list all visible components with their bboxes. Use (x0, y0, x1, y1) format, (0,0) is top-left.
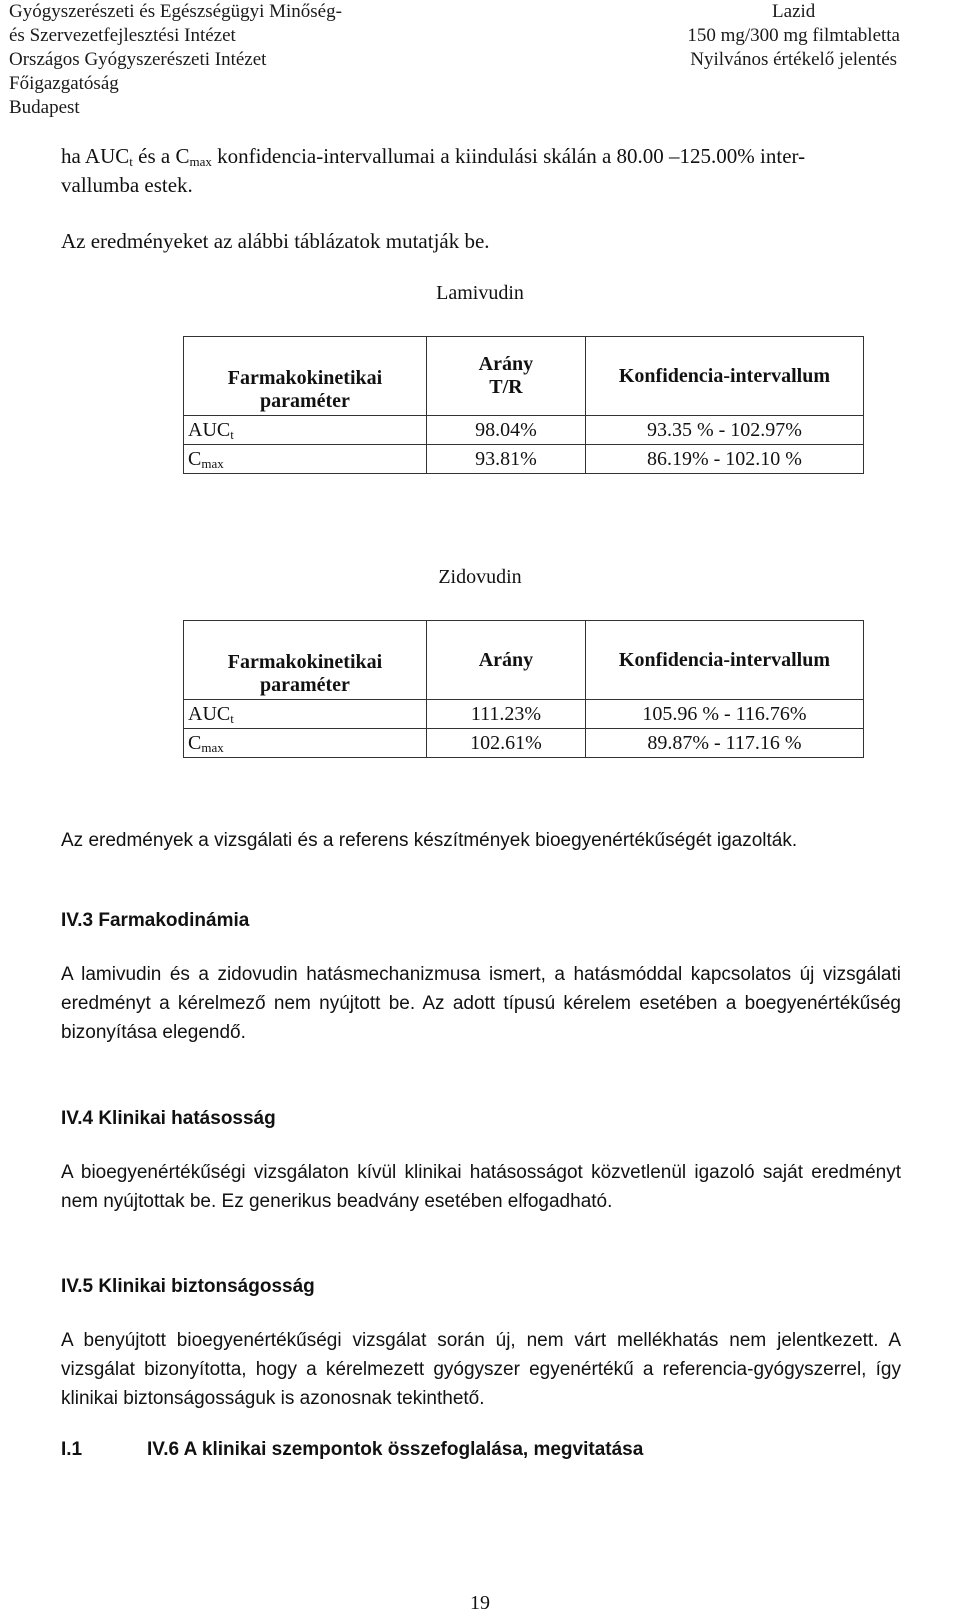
header-product-strength: 150 mg/300 mg filmtabletta (687, 25, 900, 46)
ci-cell: 105.96 % - 116.76% (585, 700, 863, 729)
param-subscript: max (201, 739, 224, 755)
header-institution-line: Budapest (9, 97, 80, 118)
header-product-name: Lazid (772, 1, 816, 22)
ratio-cell: 98.04% (426, 416, 585, 445)
intro-text: és a C (132, 144, 190, 168)
section-heading: IV.5 Klinikai biztonságosság (61, 1276, 315, 1297)
table-row (184, 416, 864, 445)
param-cell (184, 416, 427, 445)
ratio-cell: 93.81% (426, 445, 585, 474)
header-product (687, 0, 900, 72)
param-text: C (188, 447, 202, 470)
ci-cell: 89.87% - 117.16 % (585, 729, 863, 758)
column-header-text: Arány T/R (478, 353, 534, 398)
header-institution-line: Főigazgatóság (9, 73, 119, 94)
lamivudin-table (183, 336, 864, 474)
table-header-row (184, 621, 864, 700)
param-cell (184, 729, 427, 758)
param-text: AUC (188, 702, 231, 725)
param-subscript: t (230, 710, 234, 726)
page-number: 19 (470, 1592, 490, 1614)
section-heading: IV.4 Klinikai hatásosság (61, 1108, 276, 1129)
ratio-cell: 111.23% (426, 700, 585, 729)
intro-paragraph (61, 142, 901, 200)
ratio-cell: 102.61% (426, 729, 585, 758)
header-institution-line: és Szervezetfejlesztési Intézet (9, 25, 236, 46)
section-body: A lamivudin és a zidovudin hatásmechanizmusa ismert, a hatásmóddal kapcsolatos új vizsgálati eredményt a kérelmező nem nyújtott be. Az adott típusú kérelem esetében a boegyenértékűség bizonyítása elegendő. (61, 964, 901, 1043)
column-header: Arány (426, 621, 585, 700)
param-text: AUC (188, 418, 231, 441)
final-heading-number: I.1 (61, 1439, 83, 1460)
section-heading: IV.3 Farmakodinámia (61, 910, 250, 931)
table-row (184, 700, 864, 729)
param-cell (184, 445, 427, 474)
bioequivalence-conclusion: Az eredmények a vizsgálati és a referens készítmények bioegyenértékűségét igazolták. (61, 830, 798, 851)
subscript-max: max (189, 154, 212, 169)
zidovudin-table (183, 620, 864, 758)
section-body: A bioegyenértékűségi vizsgálaton kívül klinikai hatásosságot közvetlenül igazoló saját eredményt nem nyújtottak be. Ez generikus beadvány esetében elfogadható. (61, 1162, 901, 1212)
lamivudin-title: Lamivudin (436, 282, 524, 304)
intro-text: vallumba estek. (61, 173, 193, 197)
table-row (184, 729, 864, 758)
column-header: Farmakokinetikai paraméter (184, 337, 427, 416)
final-heading (61, 1435, 901, 1464)
intro-text: ha AUC (61, 144, 130, 168)
header-report-type: Nyilvános értékelő jelentés (690, 49, 898, 70)
header-institution-line: Országos Gyógyszerészeti Intézet (9, 49, 267, 70)
column-header (426, 337, 585, 416)
header-institution-line: Gyógyszerészeti és Egészségügyi Minőség- (9, 1, 342, 22)
table-row (184, 445, 864, 474)
final-heading-text: IV.6 A klinikai szempontok összefoglalása, megvitatása (147, 1439, 644, 1460)
subscript-t: t (129, 154, 133, 169)
tables-intro: Az eredményeket az alábbi táblázatok mutatják be. (61, 229, 490, 253)
ci-cell: 86.19% - 102.10 % (585, 445, 863, 474)
section-body: A benyújtott bioegyenértékűségi vizsgálat során új, nem várt mellékhatás nem jelentkezett. A vizsgálat bizonyította, hogy a kérelmezett gyógyszer egyenértékű a referencia-gyógyszerrel, így klinikai biztonságosságuk is azonosnak tekinthető. (61, 1330, 901, 1409)
ci-cell: 93.35 % - 102.97% (585, 416, 863, 445)
param-text: C (188, 731, 202, 754)
table-header-row (184, 337, 864, 416)
intro-text: konfidencia-intervallumai a kiindulási skálán a 80.00 –125.00% inter- (211, 144, 806, 168)
header-institution (5, 0, 342, 120)
column-header: Konfidencia-intervallum (585, 337, 863, 416)
column-header: Konfidencia-intervallum (585, 621, 863, 700)
column-header: Farmakokinetikai paraméter (184, 621, 427, 700)
param-subscript: max (201, 455, 224, 471)
param-subscript: t (230, 426, 234, 442)
param-cell (184, 700, 427, 729)
zidovudin-title: Zidovudin (438, 566, 522, 588)
